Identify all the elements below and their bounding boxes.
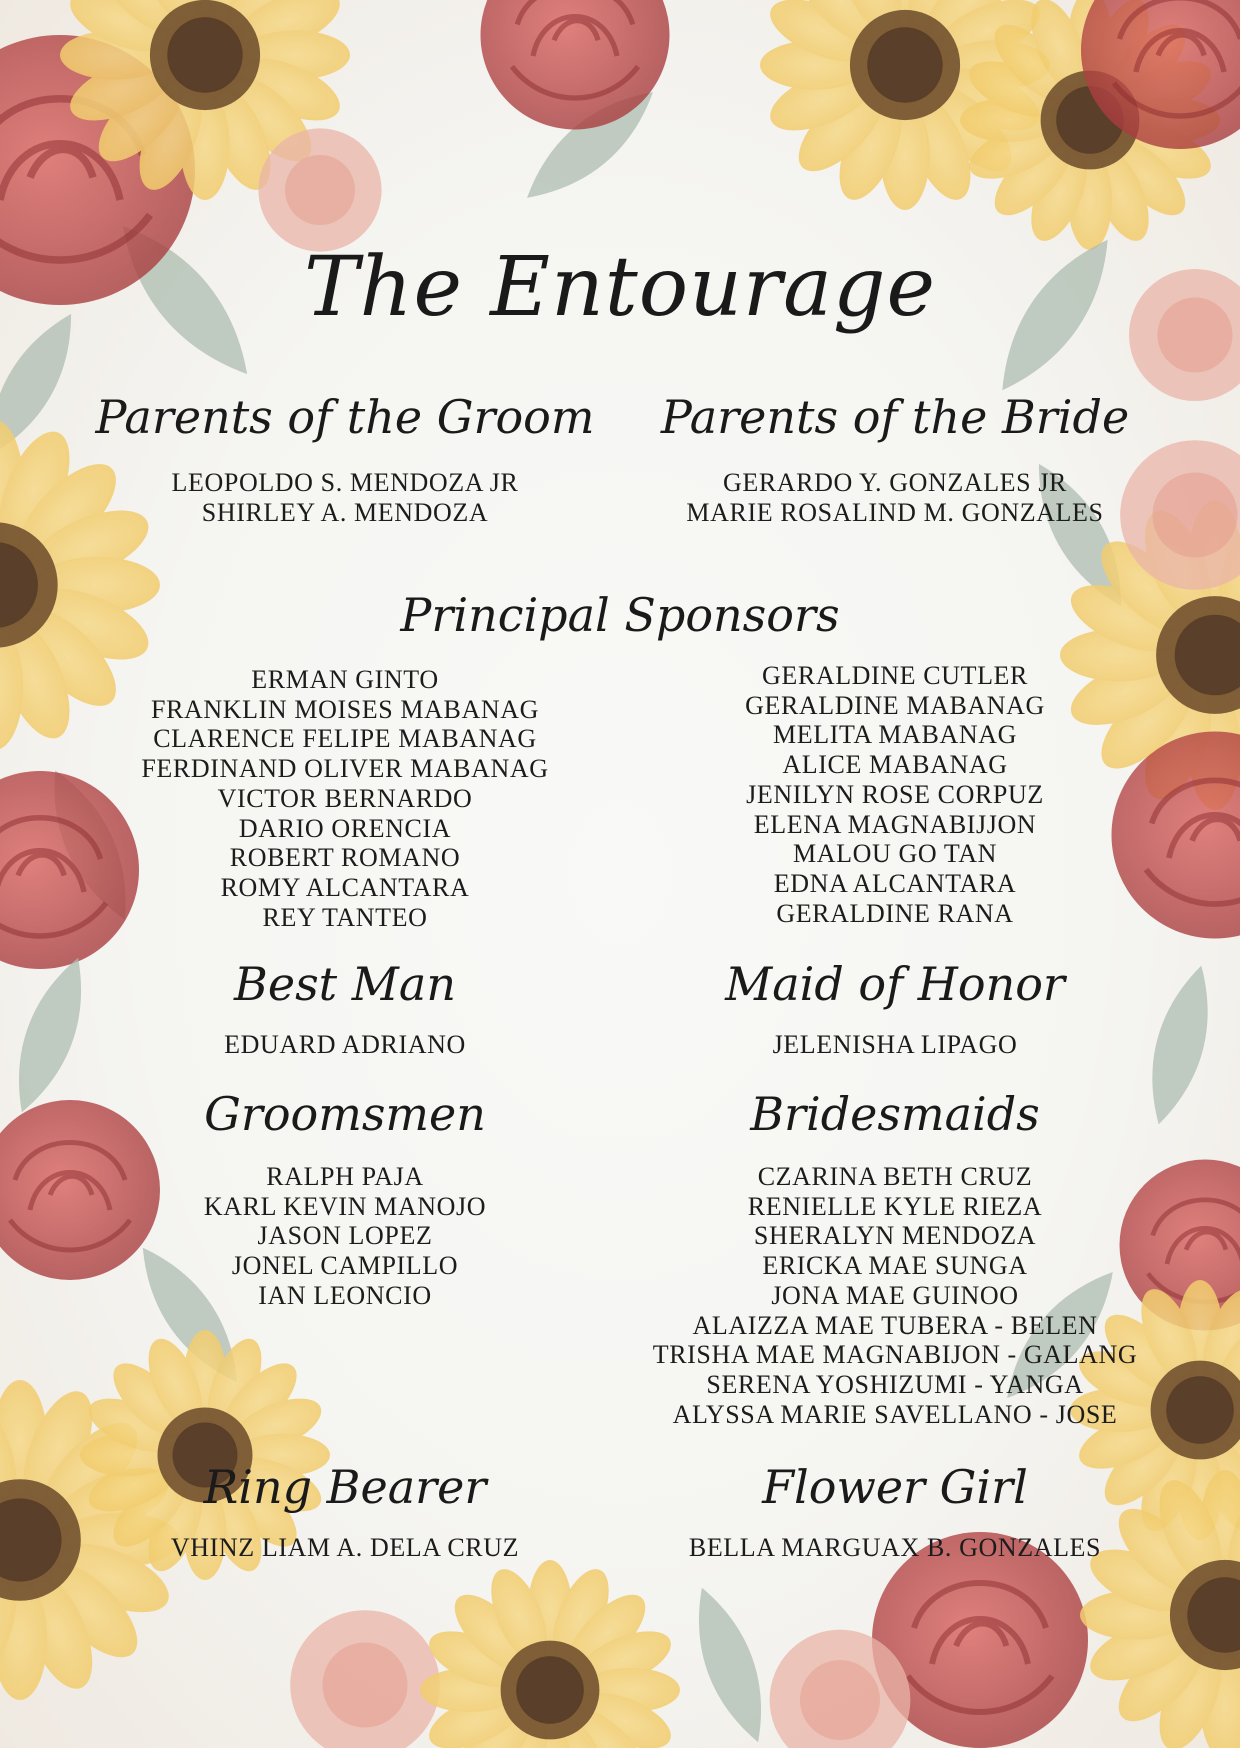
list-item: ALAIZZA MAE TUBERA - BELEN [692,1310,1098,1340]
list-item: GERALDINE RANA [776,898,1014,928]
bridesmaids-list [645,1162,1145,1429]
best-man-list [95,1030,595,1060]
list-item: FRANKLIN MOISES MABANAG [151,694,539,724]
list-item: ROMY ALCANTARA [220,872,470,902]
list-item: LEOPOLDO S. MENDOZA JR [171,468,519,497]
list-item: TRISHA MAE MAGNABIJON - GALANG [652,1340,1138,1370]
list-item: ALYSSA MARIE SAVELLANO - JOSE [672,1399,1118,1429]
list-item: JENILYN ROSE CORPUZ [746,779,1044,809]
principal-sponsors-left-list [95,665,595,932]
list-item: ALICE MABANAG [782,750,1008,780]
flower-girl-heading: Flower Girl [762,1460,1028,1514]
ring-bearer-list [95,1533,595,1563]
list-item: CLARENCE FELIPE MABANAG [153,724,537,754]
list-item: SHERALYN MENDOZA [753,1221,1037,1251]
principal-sponsors-heading: Principal Sponsors [400,588,840,642]
list-item: DARIO ORENCIA [238,813,452,843]
page-title: The Entourage [303,240,936,335]
list-item: JONEL CAMPILLO [231,1251,459,1281]
parents-bride-heading: Parents of the Bride [660,390,1130,444]
ring-bearer-heading: Ring Bearer [203,1460,487,1514]
groomsmen-heading: Groomsmen [204,1087,486,1141]
list-item: MELITA MABANAG [773,720,1017,750]
list-item: VICTOR BERNARDO [217,783,473,813]
list-item: JELENISHA LIPAGO [772,1030,1018,1059]
list-item: EDUARD ADRIANO [224,1030,466,1059]
groomsmen-list [95,1162,595,1311]
list-item: RENIELLE KYLE RIEZA [747,1191,1043,1221]
list-item: ERICKA MAE SUNGA [762,1251,1028,1281]
list-item: CZARINA BETH CRUZ [757,1162,1033,1191]
maid-of-honor-list [645,1030,1145,1060]
list-item: JONA MAE GUINOO [771,1280,1019,1310]
list-item: SERENA YOSHIZUMI - YANGA [706,1369,1084,1399]
list-item: BELLA MARGUAX B. GONZALES [688,1533,1102,1562]
list-item: IAN LEONCIO [258,1280,432,1310]
bridesmaids-heading: Bridesmaids [750,1087,1040,1141]
list-item: VHINZ LIAM A. DELA CRUZ [170,1533,520,1562]
list-item: JASON LOPEZ [257,1221,433,1251]
list-item: KARL KEVIN MANOJO [203,1191,487,1221]
list-item: REY TANTEO [262,902,428,932]
flower-girl-list [645,1533,1145,1563]
list-item: MALOU GO TAN [793,839,997,869]
list-item: FERDINAND OLIVER MABANAG [141,754,549,784]
list-item: GERARDO Y. GONZALES JR [722,468,1067,497]
list-item: MARIE ROSALIND M. GONZALES [686,497,1104,527]
principal-sponsors-right-list [645,661,1145,928]
list-item: GERALDINE MABANAG [745,690,1045,720]
parents-groom-heading: Parents of the Groom [95,390,595,444]
parents-groom-list [95,468,595,527]
list-item: ROBERT ROMANO [229,843,461,873]
list-item: SHIRLEY A. MENDOZA [201,497,489,527]
list-item: ELENA MAGNABIJJON [753,809,1037,839]
list-item: GERALDINE CUTLER [762,661,1028,690]
list-item: EDNA ALCANTARA [773,868,1017,898]
list-item: RALPH PAJA [266,1162,424,1191]
best-man-heading: Best Man [234,957,456,1011]
maid-of-honor-heading: Maid of Honor [725,957,1065,1011]
parents-bride-list [645,468,1145,527]
list-item: ERMAN GINTO [251,665,439,694]
